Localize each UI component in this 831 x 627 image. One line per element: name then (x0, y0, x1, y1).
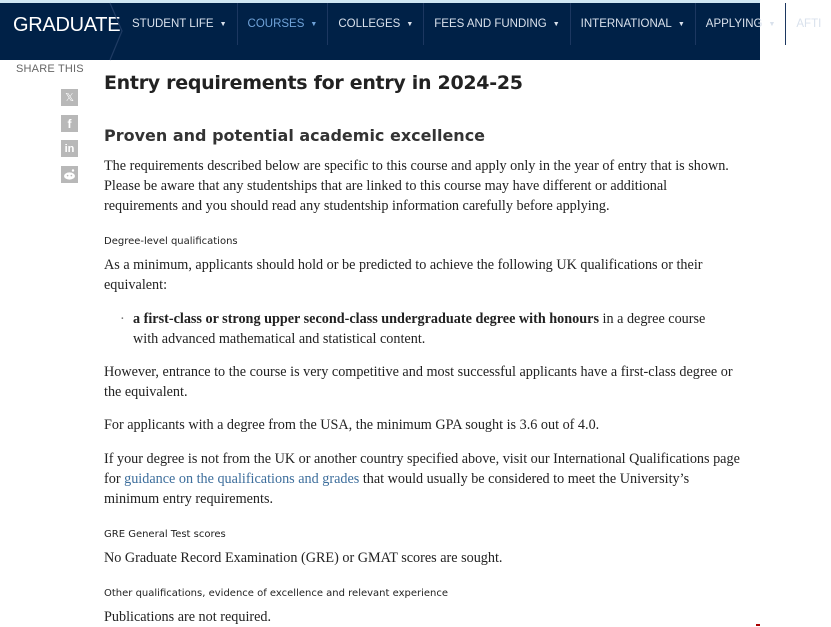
degree-requirement-bold: a first-class or strong upper second-class undergraduate degree with honours (133, 311, 599, 327)
nav-item-applying[interactable]: APPLYING ▼ (696, 3, 787, 45)
intro-paragraph: The requirements described below are specific to this course and apply only in the year of entry that is shown. Please be aware that any studentships that are linked to this course may have different or additional requirements and you should read any studentship information carefully before applying. (104, 158, 729, 214)
chevron-down-icon: ▼ (219, 20, 227, 28)
main-navbar (0, 3, 822, 60)
section-title: Proven and potential academic excellence (104, 126, 486, 145)
share-facebook-button[interactable] (61, 115, 78, 132)
share-x-button[interactable] (61, 89, 78, 106)
qualifications-guidance-link[interactable]: guidance on the qualifications and grades (124, 471, 360, 487)
degree-requirement-rest: in a degree course with advanced mathematical and statistical content. (133, 311, 706, 347)
nav-item-fees-and-funding[interactable]: FEES AND FUNDING ▼ (424, 3, 570, 45)
linkedin-icon: in (64, 142, 75, 155)
nav-item-student-life[interactable]: STUDENT LIFE ▼ (122, 3, 238, 45)
share-reddit-button[interactable] (61, 166, 78, 183)
usa-gpa-paragraph: For applicants with a degree from the USA, the minimum GPA sought is 3.6 out of 4.0. (104, 417, 600, 433)
gre-heading: GRE General Test scores (104, 529, 226, 540)
gre-paragraph: No Graduate Record Examination (GRE) or GMAT scores are sought. (104, 550, 503, 566)
nav-menu (122, 3, 831, 60)
nav-item-courses[interactable]: COURSES ▼ (238, 3, 329, 45)
brand-logo[interactable]: GRADUATE (13, 14, 121, 36)
degree-heading: Degree-level qualifications (104, 236, 238, 247)
share-label: SHARE THIS (16, 63, 84, 75)
chevron-down-icon: ▼ (310, 20, 318, 28)
nav-item-colleges[interactable]: COLLEGES ▼ (328, 3, 424, 45)
bullet-icon: · (120, 311, 125, 327)
other-qualifications-heading: Other qualifications, evidence of excellence and relevant experience (104, 588, 449, 599)
x-twitter-icon: 𝕏 (65, 92, 74, 104)
chevron-down-icon: ▼ (677, 20, 685, 28)
page-title: Entry requirements for entry in 2024-25 (104, 72, 523, 94)
share-linkedin-button[interactable] (61, 140, 78, 157)
chevron-down-icon: ▼ (406, 20, 414, 28)
corner-marker (756, 624, 760, 626)
chevron-down-icon: ▼ (552, 20, 560, 28)
international-paragraph: If your degree is not from the UK or another country specified above, visit our International Qualifications page for guidance on the qualifications and grades that would usually be considered to meet the University’s minimum entry requirements. (104, 451, 740, 507)
nav-item-after[interactable]: AFTI (796, 18, 822, 30)
reddit-icon (63, 169, 76, 180)
facebook-icon: f (67, 116, 72, 131)
competitive-paragraph: However, entrance to the course is very competitive and most successful applicants have a first-class degree or the equivalent. (104, 364, 733, 400)
nav-item-international[interactable]: INTERNATIONAL ▼ (571, 3, 696, 45)
chevron-down-icon: ▼ (768, 20, 776, 28)
degree-lead-paragraph: As a minimum, applicants should hold or be predicted to achieve the following UK qualifications or their equivalent: (104, 257, 703, 293)
publications-paragraph: Publications are not required. (104, 609, 272, 625)
